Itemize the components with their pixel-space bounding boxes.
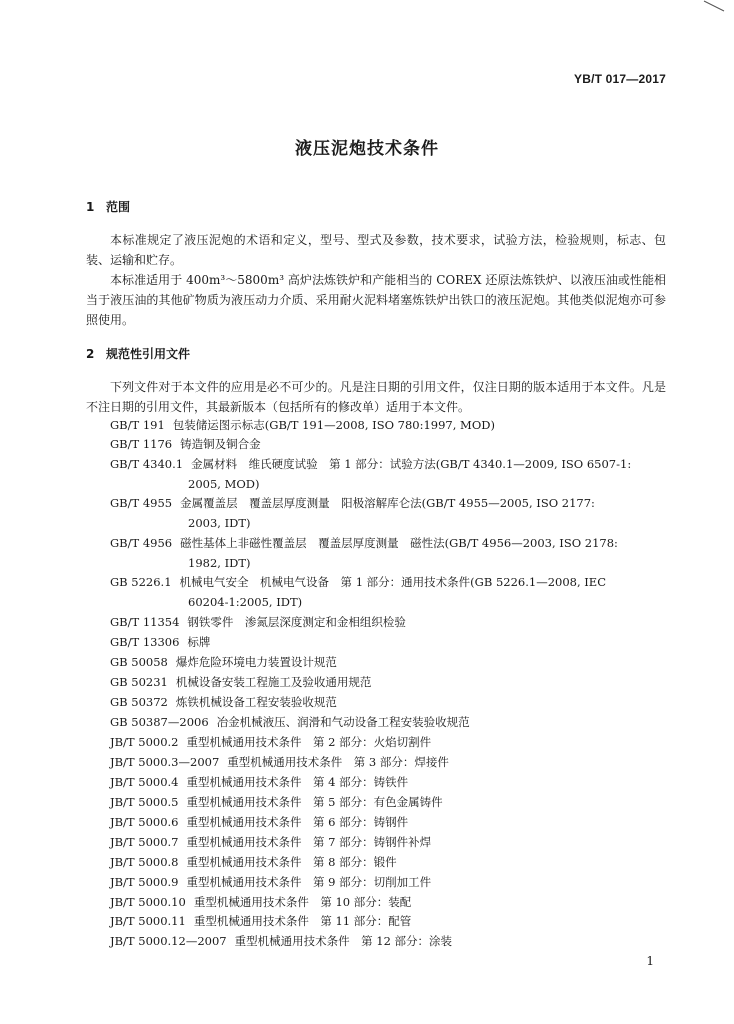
reference-item: JB/T 5000.10 重型机械通用技术条件 第 10 部分：装配	[110, 895, 412, 909]
section-title: 规范性引用文件	[106, 347, 191, 361]
reference-item: GB 50058 爆炸危险环境电力装置设计规范	[110, 655, 337, 669]
reference-item: GB 50387—2006 冶金机械液压、润滑和气动设备工程安装验收规范	[110, 715, 470, 729]
reference-item: JB/T 5000.12—2007 重型机械通用技术条件 第 12 部分：涂装	[110, 934, 453, 948]
reference-item: GB 5226.1 机械电气安全 机械电气设备 第 1 部分：通用技术条件(GB 5226.1—2008, IEC 60204-1:2005, IDT)	[110, 575, 607, 609]
reference-item: JB/T 5000.3—2007 重型机械通用技术条件 第 3 部分：焊接件	[110, 755, 449, 769]
reference-item: JB/T 5000.11 重型机械通用技术条件 第 11 部分：配管	[110, 914, 412, 928]
reference-item: GB/T 4956 磁性基体上非磁性覆盖层 覆盖层厚度测量 磁性法(GB/T 4956—2003, ISO 2178: 1982, IDT)	[110, 536, 618, 570]
reference-item: GB/T 191 包装储运图示标志(GB/T 191—2008, ISO 780:1997, MOD)	[110, 418, 495, 432]
section-number: 2	[86, 347, 95, 361]
reference-item: GB/T 4340.1 金属材料 维氏硬度试验 第 1 部分：试验方法(GB/T 4340.1—2009, ISO 6507-1: 2005, MOD)	[110, 457, 632, 491]
reference-item: JB/T 5000.7 重型机械通用技术条件 第 7 部分：铸钢件补焊	[110, 835, 432, 849]
references-intro-paragraph: 下列文件对于本文件的应用是必不可少的。凡是注日期的引用文件，仅注日期的版本适用于本文件。凡是不注日期的引用文件，其最新版本（包括所有的修改单）适用于本文件。	[86, 380, 666, 414]
reference-item: JB/T 5000.8 重型机械通用技术条件 第 8 部分：锻件	[110, 855, 397, 869]
reference-item: JB/T 5000.2 重型机械通用技术条件 第 2 部分：火焰切割件	[110, 735, 432, 749]
section-number: 1	[86, 200, 95, 214]
reference-item: GB/T 11354 钢铁零件 渗氮层深度测定和金相组织检验	[110, 615, 406, 629]
reference-item: GB/T 13306 标牌	[110, 635, 211, 649]
reference-item: GB 50231 机械设备安装工程施工及验收通用规范	[110, 675, 372, 689]
scan-corner-mark-icon	[702, 0, 726, 12]
reference-item: JB/T 5000.9 重型机械通用技术条件 第 9 部分：切削加工件	[110, 875, 432, 889]
section-title: 范围	[106, 200, 131, 214]
reference-item: JB/T 5000.5 重型机械通用技术条件 第 5 部分：有色金属铸件	[110, 795, 443, 809]
reference-item: GB 50372 炼铁机械设备工程安装验收规范	[110, 695, 337, 709]
scope-paragraph-1: 本标准规定了液压泥炮的术语和定义，型号、型式及参数，技术要求，试验方法，检验规则，标志、包装、运输和贮存。	[86, 233, 666, 267]
reference-item: GB/T 1176 铸造铜及铜合金	[110, 437, 261, 451]
reference-item: JB/T 5000.4 重型机械通用技术条件 第 4 部分：铸铁件	[110, 775, 409, 789]
document-title: 液压泥炮技术条件	[295, 139, 439, 159]
page-number: 1	[646, 954, 654, 968]
section-heading-scope	[86, 198, 130, 215]
section-heading-normative-references	[86, 345, 190, 362]
reference-item: GB/T 4955 金属覆盖层 覆盖层厚度测量 阳极溶解库仑法(GB/T 4955—2005, ISO 2177: 2003, IDT)	[110, 496, 595, 530]
reference-item: JB/T 5000.6 重型机械通用技术条件 第 6 部分：铸钢件	[110, 815, 409, 829]
scope-paragraph-2: 本标准适用于 400m³～5800m³ 高炉法炼铁炉和产能相当的 COREX 还原法炼铁炉、以液压油或性能相当于液压油的其他矿物质为液压动力介质、采用耐火泥料堵塞炼铁炉出铁口的液压泥炮。其他类似泥炮亦可参照使用。	[86, 273, 666, 327]
standard-number: YB/T 017—2017	[574, 72, 666, 86]
